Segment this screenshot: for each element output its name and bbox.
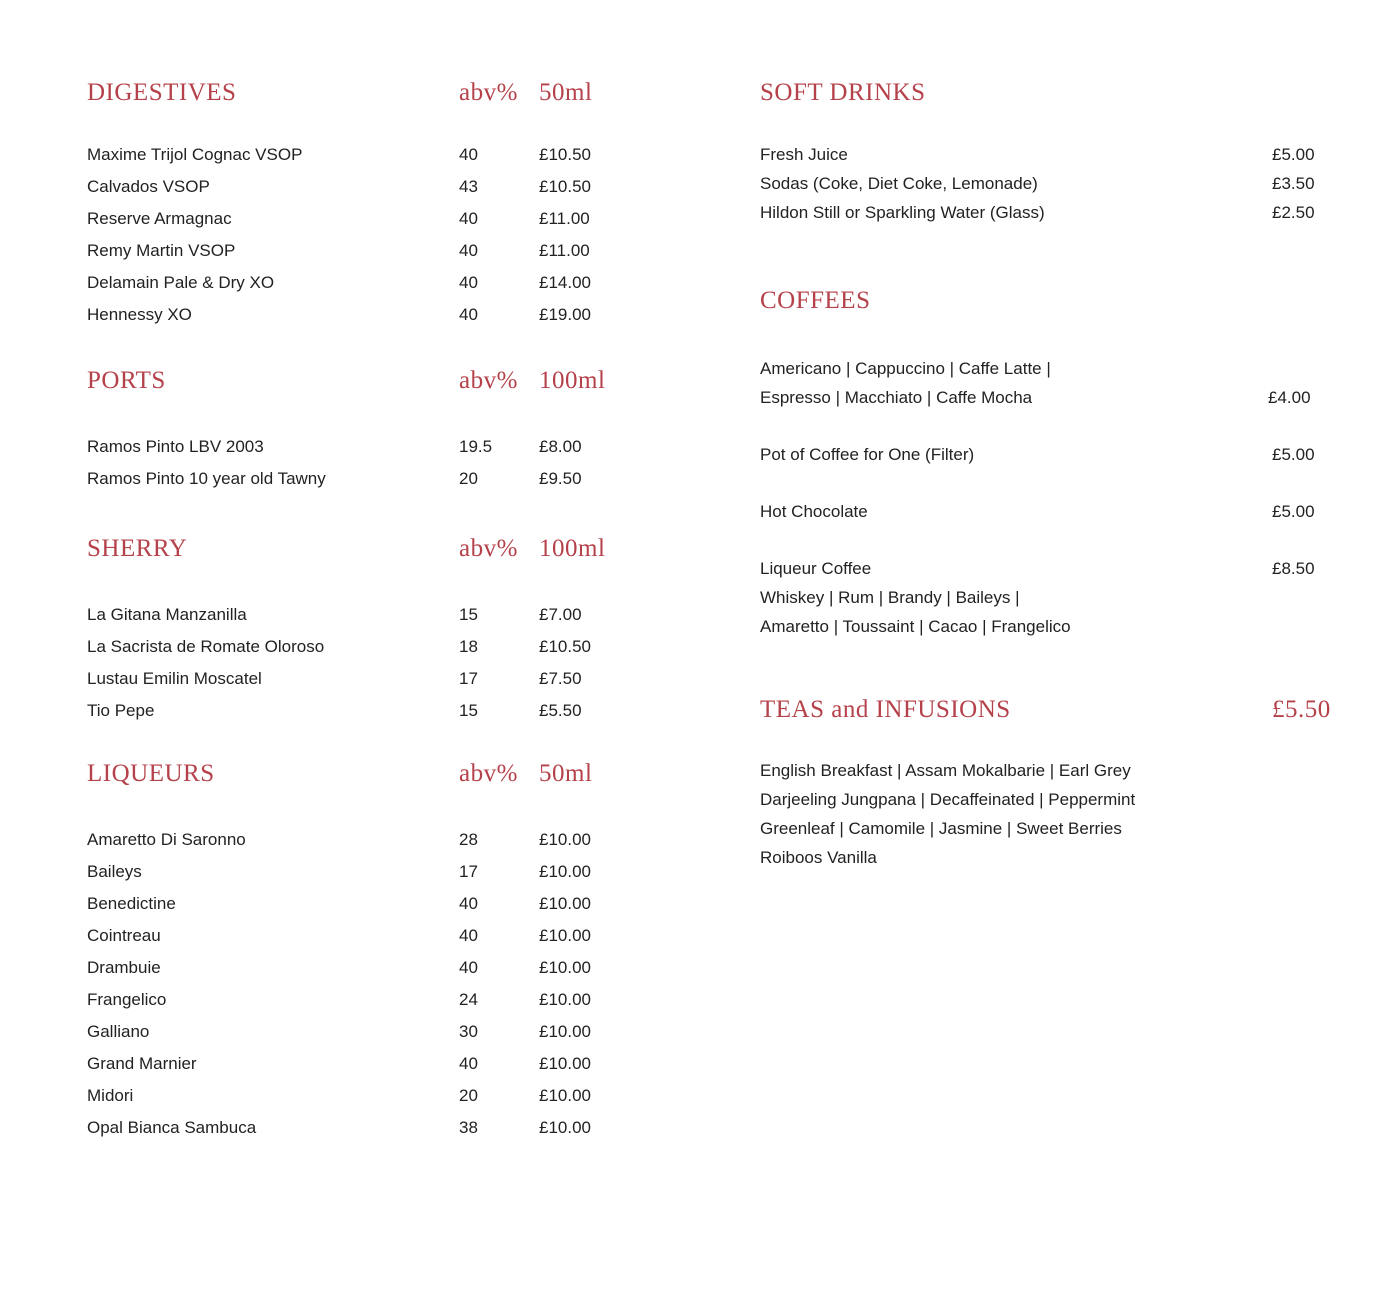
item-price: £9.50 (539, 469, 582, 488)
item-abv: 18 (459, 637, 478, 656)
item-price: £10.50 (539, 637, 591, 656)
item-price: £3.50 (1272, 174, 1315, 193)
item-name: Hennessy XO (87, 305, 192, 324)
item-price: £10.00 (539, 862, 591, 881)
list-item (87, 177, 647, 209)
item-list (87, 830, 647, 1150)
list-item (87, 926, 647, 958)
item-price: £10.50 (539, 177, 591, 196)
item-abv: 40 (459, 209, 478, 228)
espresso-price: £4.00 (1268, 388, 1311, 407)
espresso-line-2 (760, 388, 1360, 417)
item-price: £10.00 (539, 1054, 591, 1073)
item-name: Sodas (Coke, Diet Coke, Lemonade) (760, 174, 1038, 193)
item-price: £10.00 (539, 926, 591, 945)
section-title: SOFT DRINKS (760, 79, 926, 106)
abv-header: abv% (459, 367, 518, 394)
item-abv: 17 (459, 862, 478, 881)
item-price: £14.00 (539, 273, 591, 292)
chocolate-line (760, 502, 1360, 531)
filter-price: £5.00 (1272, 445, 1315, 464)
list-item (760, 145, 1360, 174)
item-abv: 40 (459, 958, 478, 977)
item-name: Opal Bianca Sambuca (87, 1118, 257, 1137)
section-title: SHERRY (87, 535, 188, 562)
item-price: £10.00 (539, 958, 591, 977)
list-item (87, 437, 647, 469)
tea-line-2 (760, 790, 1360, 819)
list-item (760, 203, 1360, 232)
coffee-list (760, 359, 1360, 646)
item-abv: 40 (459, 145, 478, 164)
item-price: £7.00 (539, 605, 582, 624)
section-header (760, 79, 1360, 119)
item-name: Benedictine (87, 894, 176, 913)
item-name: Calvados VSOP (87, 177, 210, 196)
list-item (87, 241, 647, 273)
liqueur-options-text-1: Whiskey | Rum | Brandy | Baileys | (760, 588, 1020, 607)
list-item (87, 145, 647, 177)
abv-header: abv% (459, 535, 518, 562)
item-price: £10.00 (539, 990, 591, 1009)
item-name: Galliano (87, 1022, 150, 1041)
soft-drinks-section (760, 79, 1360, 222)
chocolate-price: £5.00 (1272, 502, 1315, 521)
item-price: £10.00 (539, 1086, 591, 1105)
item-abv: 19.5 (459, 437, 493, 456)
espresso-drinks-1: Americano | Cappuccino | Caffe Latte | (760, 359, 1051, 378)
tea-line-3 (760, 819, 1360, 848)
item-abv: 15 (459, 605, 478, 624)
item-price: £11.00 (539, 241, 590, 260)
item-name: Remy Martin VSOP (87, 241, 236, 260)
liqueurs-section (87, 760, 647, 1137)
item-abv: 40 (459, 273, 478, 292)
item-name: Lustau Emilin Moscatel (87, 669, 262, 688)
teas-section (760, 696, 1360, 867)
item-abv: 17 (459, 669, 478, 688)
list-item (760, 174, 1360, 203)
item-name: Frangelico (87, 990, 167, 1009)
tea-line-1 (760, 761, 1360, 790)
section-header (760, 287, 1360, 327)
tea-text-2: Darjeeling Jungpana | Decaffeinated | Peppermint (760, 790, 1136, 809)
size-header: 100ml (539, 367, 606, 394)
item-price: £10.00 (539, 1022, 591, 1041)
item-abv: 40 (459, 241, 478, 260)
item-abv: 30 (459, 1022, 478, 1041)
item-price: £11.00 (539, 209, 590, 228)
item-price: £5.50 (539, 701, 582, 720)
item-name: La Sacrista de Romate Oloroso (87, 637, 325, 656)
item-name: La Gitana Manzanilla (87, 605, 247, 624)
section-title: DIGESTIVES (87, 79, 237, 106)
item-list (87, 437, 647, 501)
item-price: £7.50 (539, 669, 582, 688)
list-item (87, 701, 647, 733)
item-list (760, 145, 1360, 232)
abv-header: abv% (459, 79, 518, 106)
section-header (87, 760, 647, 800)
tea-line-4 (760, 848, 1360, 877)
section-title: COFFEES (760, 287, 871, 314)
size-header: 50ml (539, 79, 593, 106)
tea-text-4: Roiboos Vanilla (760, 848, 877, 867)
item-abv: 15 (459, 701, 478, 720)
size-header: 50ml (539, 760, 593, 787)
filter-name: Pot of Coffee for One (Filter) (760, 445, 975, 464)
list-item (87, 305, 647, 337)
list-item (87, 958, 647, 990)
item-name: Fresh Juice (760, 145, 848, 164)
espresso-line-1 (760, 359, 1360, 388)
item-price: £10.00 (539, 1118, 591, 1137)
item-abv: 24 (459, 990, 478, 1009)
item-abv: 20 (459, 1086, 478, 1105)
item-price: £10.00 (539, 894, 591, 913)
item-name: Ramos Pinto 10 year old Tawny (87, 469, 326, 488)
item-name: Drambuie (87, 958, 161, 977)
list-item (87, 894, 647, 926)
item-name: Grand Marnier (87, 1054, 197, 1073)
list-item (87, 830, 647, 862)
item-name: Maxime Trijol Cognac VSOP (87, 145, 303, 164)
list-item (87, 1086, 647, 1118)
list-item (87, 469, 647, 501)
list-item (87, 669, 647, 701)
list-item (87, 862, 647, 894)
item-abv: 28 (459, 830, 478, 849)
section-title: TEAS and INFUSIONS (760, 696, 1011, 723)
item-price: £10.50 (539, 145, 591, 164)
chocolate-name: Hot Chocolate (760, 502, 868, 521)
list-item (87, 273, 647, 305)
item-name: Baileys (87, 862, 142, 881)
tea-text-1: English Breakfast | Assam Mokalbarie | Earl Grey (760, 761, 1131, 780)
section-title: PORTS (87, 367, 166, 394)
item-name: Tio Pepe (87, 701, 155, 720)
item-abv: 43 (459, 177, 478, 196)
ports-section (87, 367, 647, 488)
item-price: £8.00 (539, 437, 582, 456)
section-title: LIQUEURS (87, 760, 215, 787)
list-item (87, 605, 647, 637)
item-name: Reserve Armagnac (87, 209, 232, 228)
item-name: Ramos Pinto LBV 2003 (87, 437, 264, 456)
list-item (87, 990, 647, 1022)
section-header (760, 696, 1360, 736)
liqueur-coffee-line (760, 559, 1360, 588)
list-item (87, 209, 647, 241)
item-abv: 40 (459, 305, 478, 324)
item-abv: 40 (459, 1054, 478, 1073)
item-list (87, 605, 647, 733)
liqueur-options-1 (760, 588, 1360, 617)
list-item (87, 1118, 647, 1150)
abv-header: abv% (459, 760, 518, 787)
liqueur-options-text-2: Amaretto | Toussaint | Cacao | Frangelico (760, 617, 1071, 636)
section-header (87, 535, 647, 575)
espresso-drinks-2: Espresso | Macchiato | Caffe Mocha (760, 388, 1033, 407)
liqueur-coffee-name: Liqueur Coffee (760, 559, 872, 578)
liqueur-coffee-price: £8.50 (1272, 559, 1315, 578)
item-abv: 40 (459, 894, 478, 913)
section-header (87, 79, 647, 119)
list-item (87, 1022, 647, 1054)
digestives-section (87, 79, 647, 324)
list-item (87, 1054, 647, 1086)
liqueur-options-2 (760, 617, 1360, 646)
teas-price: £5.50 (1272, 696, 1331, 723)
tea-text-3: Greenleaf | Camomile | Jasmine | Sweet Berries (760, 819, 1122, 838)
item-name: Hildon Still or Sparkling Water (Glass) (760, 203, 1045, 222)
item-price: £19.00 (539, 305, 591, 324)
item-name: Amaretto Di Saronno (87, 830, 246, 849)
item-abv: 40 (459, 926, 478, 945)
item-price: £5.00 (1272, 145, 1315, 164)
item-name: Cointreau (87, 926, 161, 945)
coffees-section (760, 287, 1360, 636)
size-header: 100ml (539, 535, 606, 562)
item-abv: 20 (459, 469, 478, 488)
item-price: £2.50 (1272, 203, 1315, 222)
item-abv: 38 (459, 1118, 478, 1137)
item-price: £10.00 (539, 830, 591, 849)
tea-list (760, 761, 1360, 877)
sherry-section (87, 535, 647, 720)
item-name: Delamain Pale & Dry XO (87, 273, 275, 292)
section-header (87, 367, 647, 407)
item-name: Midori (87, 1086, 134, 1105)
item-list (87, 145, 647, 337)
filter-line (760, 445, 1360, 474)
list-item (87, 637, 647, 669)
